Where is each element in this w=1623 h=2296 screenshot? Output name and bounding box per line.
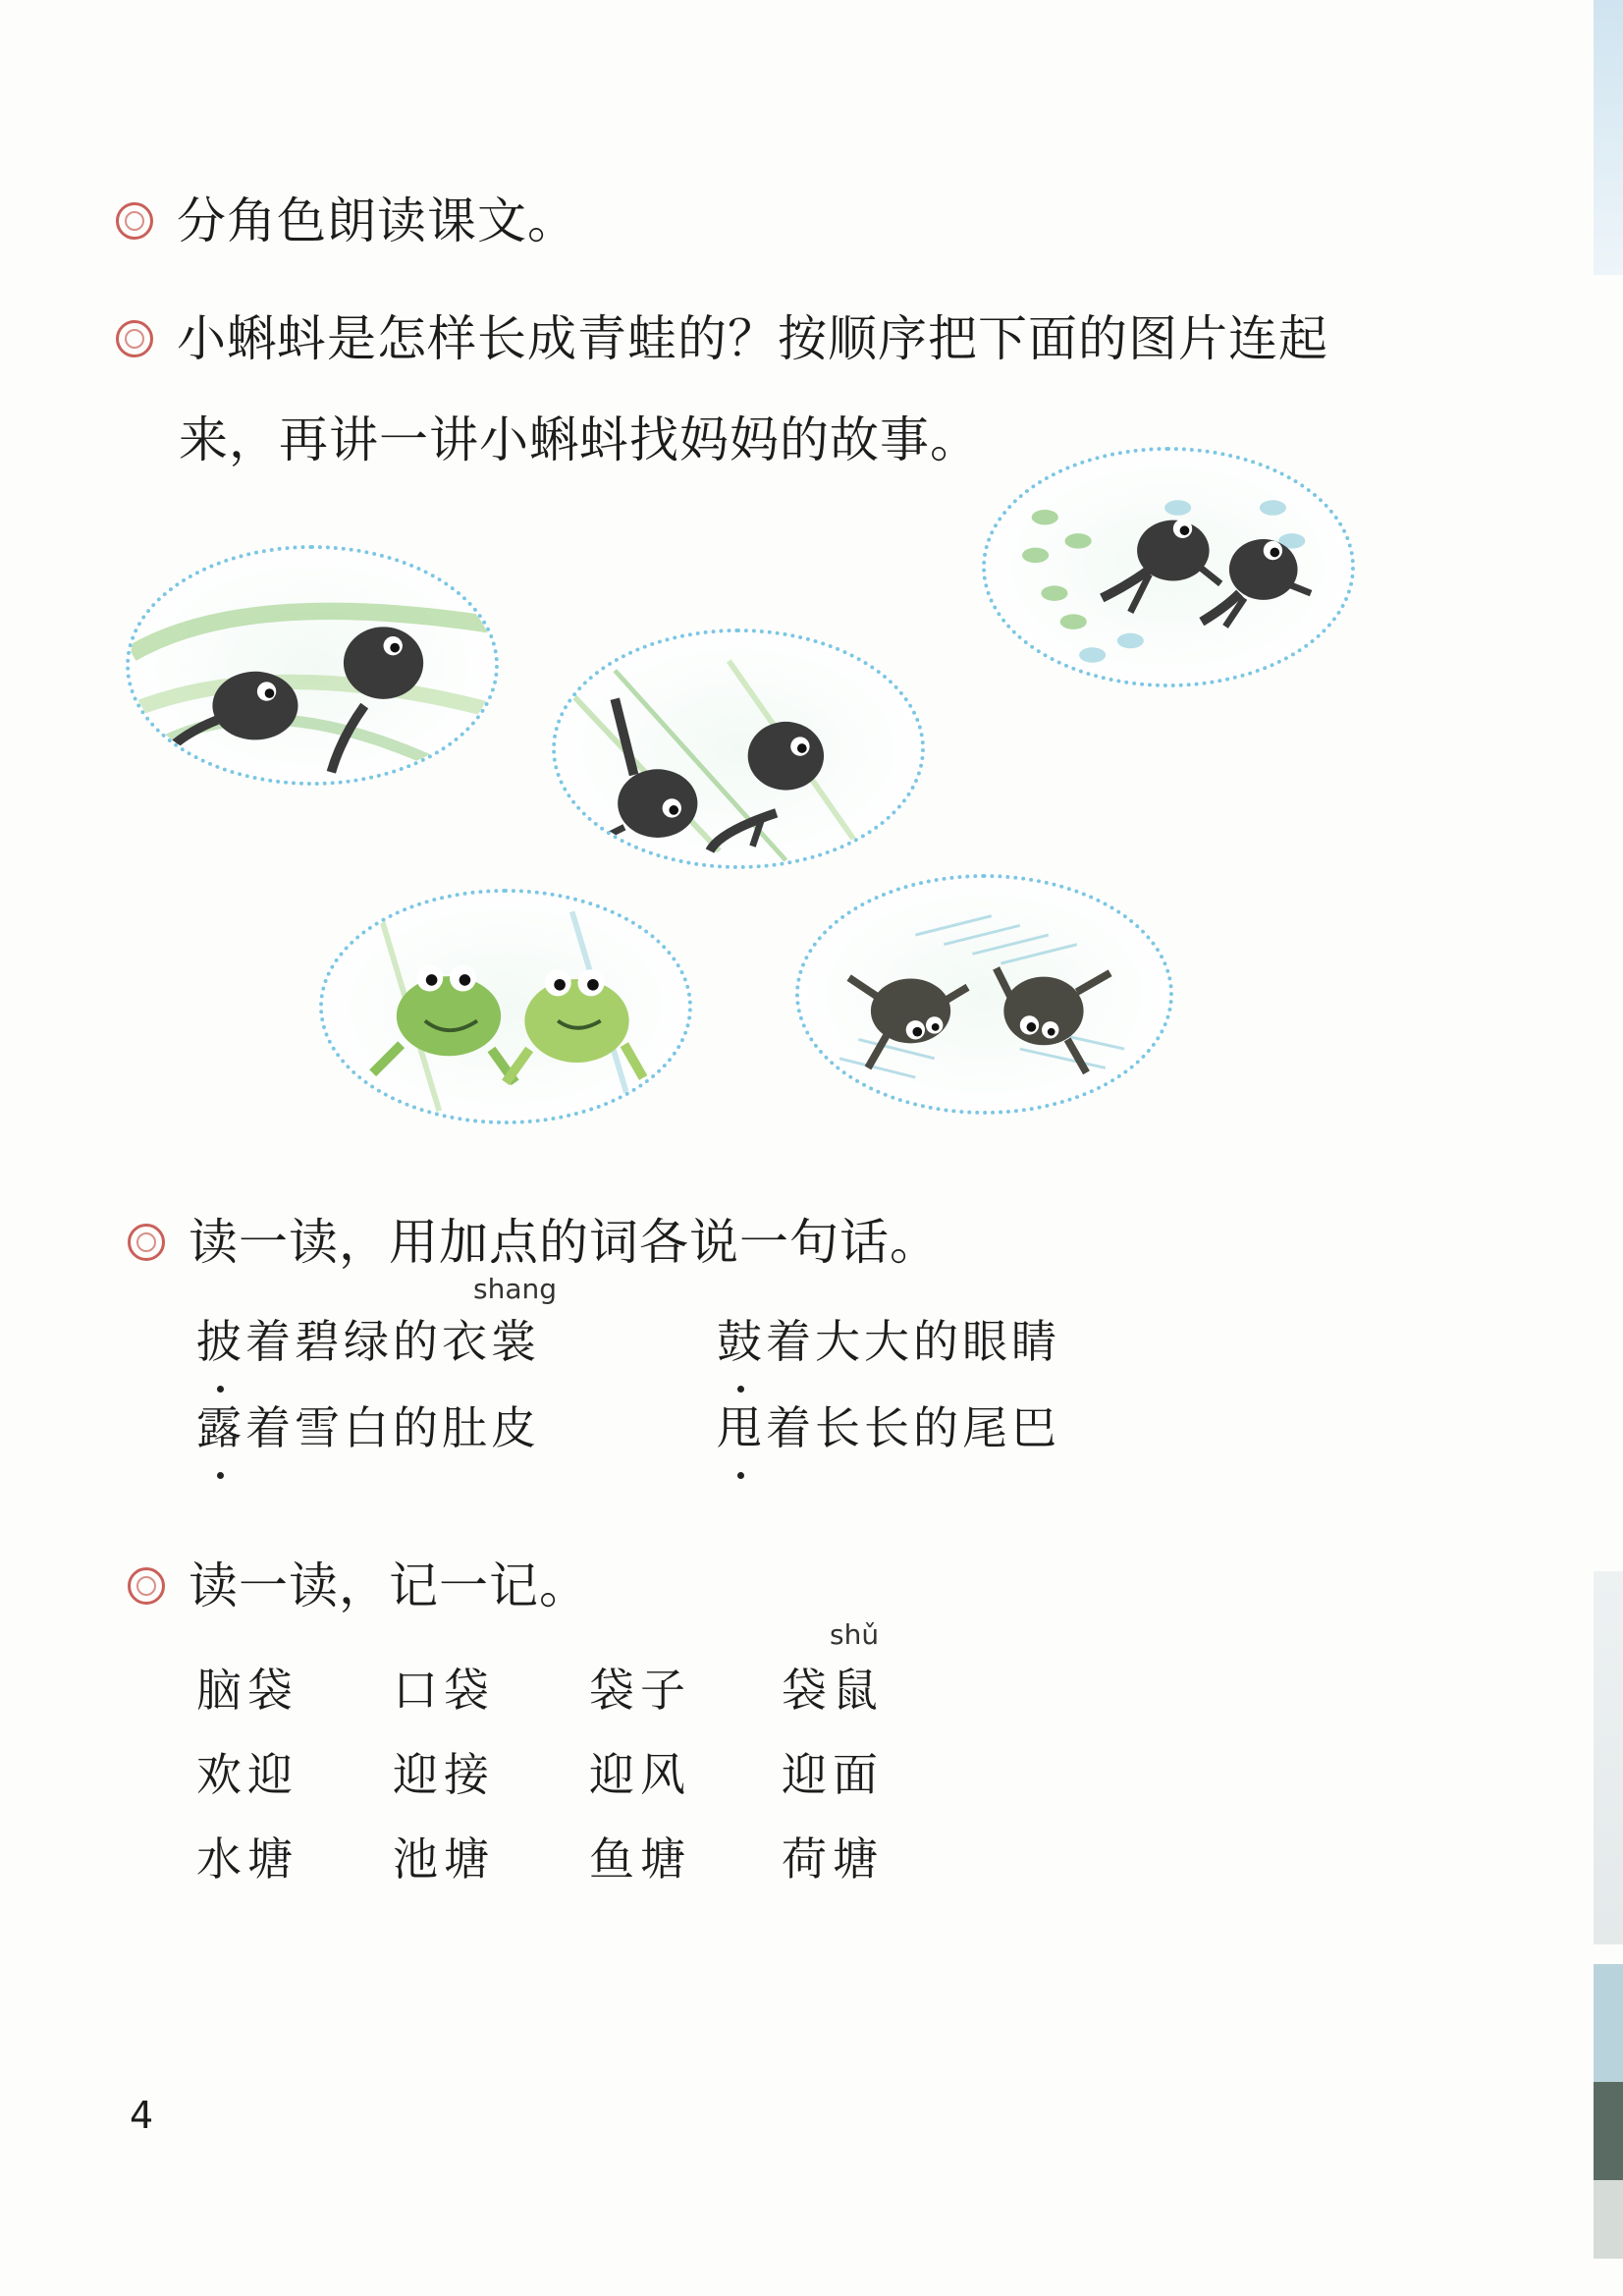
emphasized-char: 甩	[717, 1393, 766, 1457]
phrase-rest: 着碧绿的衣裳	[245, 1315, 540, 1368]
exercise-2-heading	[116, 310, 1328, 367]
word-item: 池塘	[393, 1832, 495, 1886]
phrase-rest: 着雪白的肚皮	[245, 1401, 540, 1454]
word-item: 口袋	[393, 1664, 495, 1717]
exercise-1-heading	[116, 192, 577, 249]
phrase-item	[717, 1393, 1060, 1457]
emphasized-char: 披	[196, 1306, 245, 1371]
pinyin-shu: shǔ	[830, 1618, 880, 1651]
tadpole-stage-2-image	[556, 632, 921, 865]
phrase-item	[196, 1393, 540, 1457]
exercise-2-line1: 小蝌蚪是怎样长成青蛙的？按顺序把下面的图片连起	[177, 310, 1328, 367]
page-edge-strip	[1594, 2180, 1623, 2259]
word-item: 荷塘	[782, 1832, 884, 1886]
pinyin-shang: shang	[473, 1273, 558, 1305]
exercise-2-line2: 来，再讲一讲小蝌蚪找妈妈的故事。	[179, 411, 980, 468]
word-item: 袋子	[589, 1664, 691, 1717]
tadpole-illustration-2	[552, 629, 925, 869]
page-edge-strip	[1594, 1571, 1623, 1944]
froglet-stage-image	[799, 878, 1169, 1111]
phrase-rest: 着大大的眼睛	[766, 1315, 1060, 1368]
exercise-3-heading	[128, 1214, 940, 1271]
word-item: 水塘	[196, 1832, 298, 1886]
seal-icon	[116, 202, 153, 240]
exercise-1-text: 分角色朗读课文。	[177, 192, 577, 249]
emphasized-char: 鼓	[717, 1306, 766, 1371]
word-item: 脑袋	[196, 1664, 298, 1717]
word-item: 袋鼠	[782, 1664, 884, 1717]
phrase-rest: 着长长的尾巴	[766, 1401, 1060, 1454]
word-item: 迎面	[782, 1748, 884, 1801]
page-edge-strip	[1594, 1964, 1623, 2082]
frog-stage-image	[323, 893, 688, 1121]
tadpole-stage-3-image	[986, 451, 1351, 683]
page-edge-strip	[1594, 2082, 1623, 2180]
word-item: 迎接	[393, 1748, 495, 1801]
exercise-4-text: 读一读，记一记。	[189, 1558, 589, 1614]
word-item: 迎风	[589, 1748, 691, 1801]
emphasized-char: 露	[196, 1393, 245, 1457]
seal-icon	[116, 320, 153, 357]
seal-icon	[128, 1224, 165, 1261]
exercise-4-heading	[128, 1558, 589, 1614]
phrase-item	[196, 1306, 540, 1371]
tadpole-stage-1-image	[130, 549, 495, 782]
page-number: 4	[130, 2094, 154, 2137]
exercise-3-text: 读一读，用加点的词各说一句话。	[189, 1214, 940, 1271]
phrase-item	[717, 1306, 1060, 1371]
tadpole-illustration-1	[126, 545, 499, 786]
page-edge-strip	[1594, 0, 1623, 275]
froglet-illustration	[795, 874, 1173, 1115]
frog-illustration	[319, 889, 692, 1124]
seal-icon	[128, 1567, 165, 1605]
word-item: 欢迎	[196, 1748, 298, 1801]
word-item: 鱼塘	[589, 1832, 691, 1886]
tadpole-illustration-3	[982, 447, 1355, 687]
